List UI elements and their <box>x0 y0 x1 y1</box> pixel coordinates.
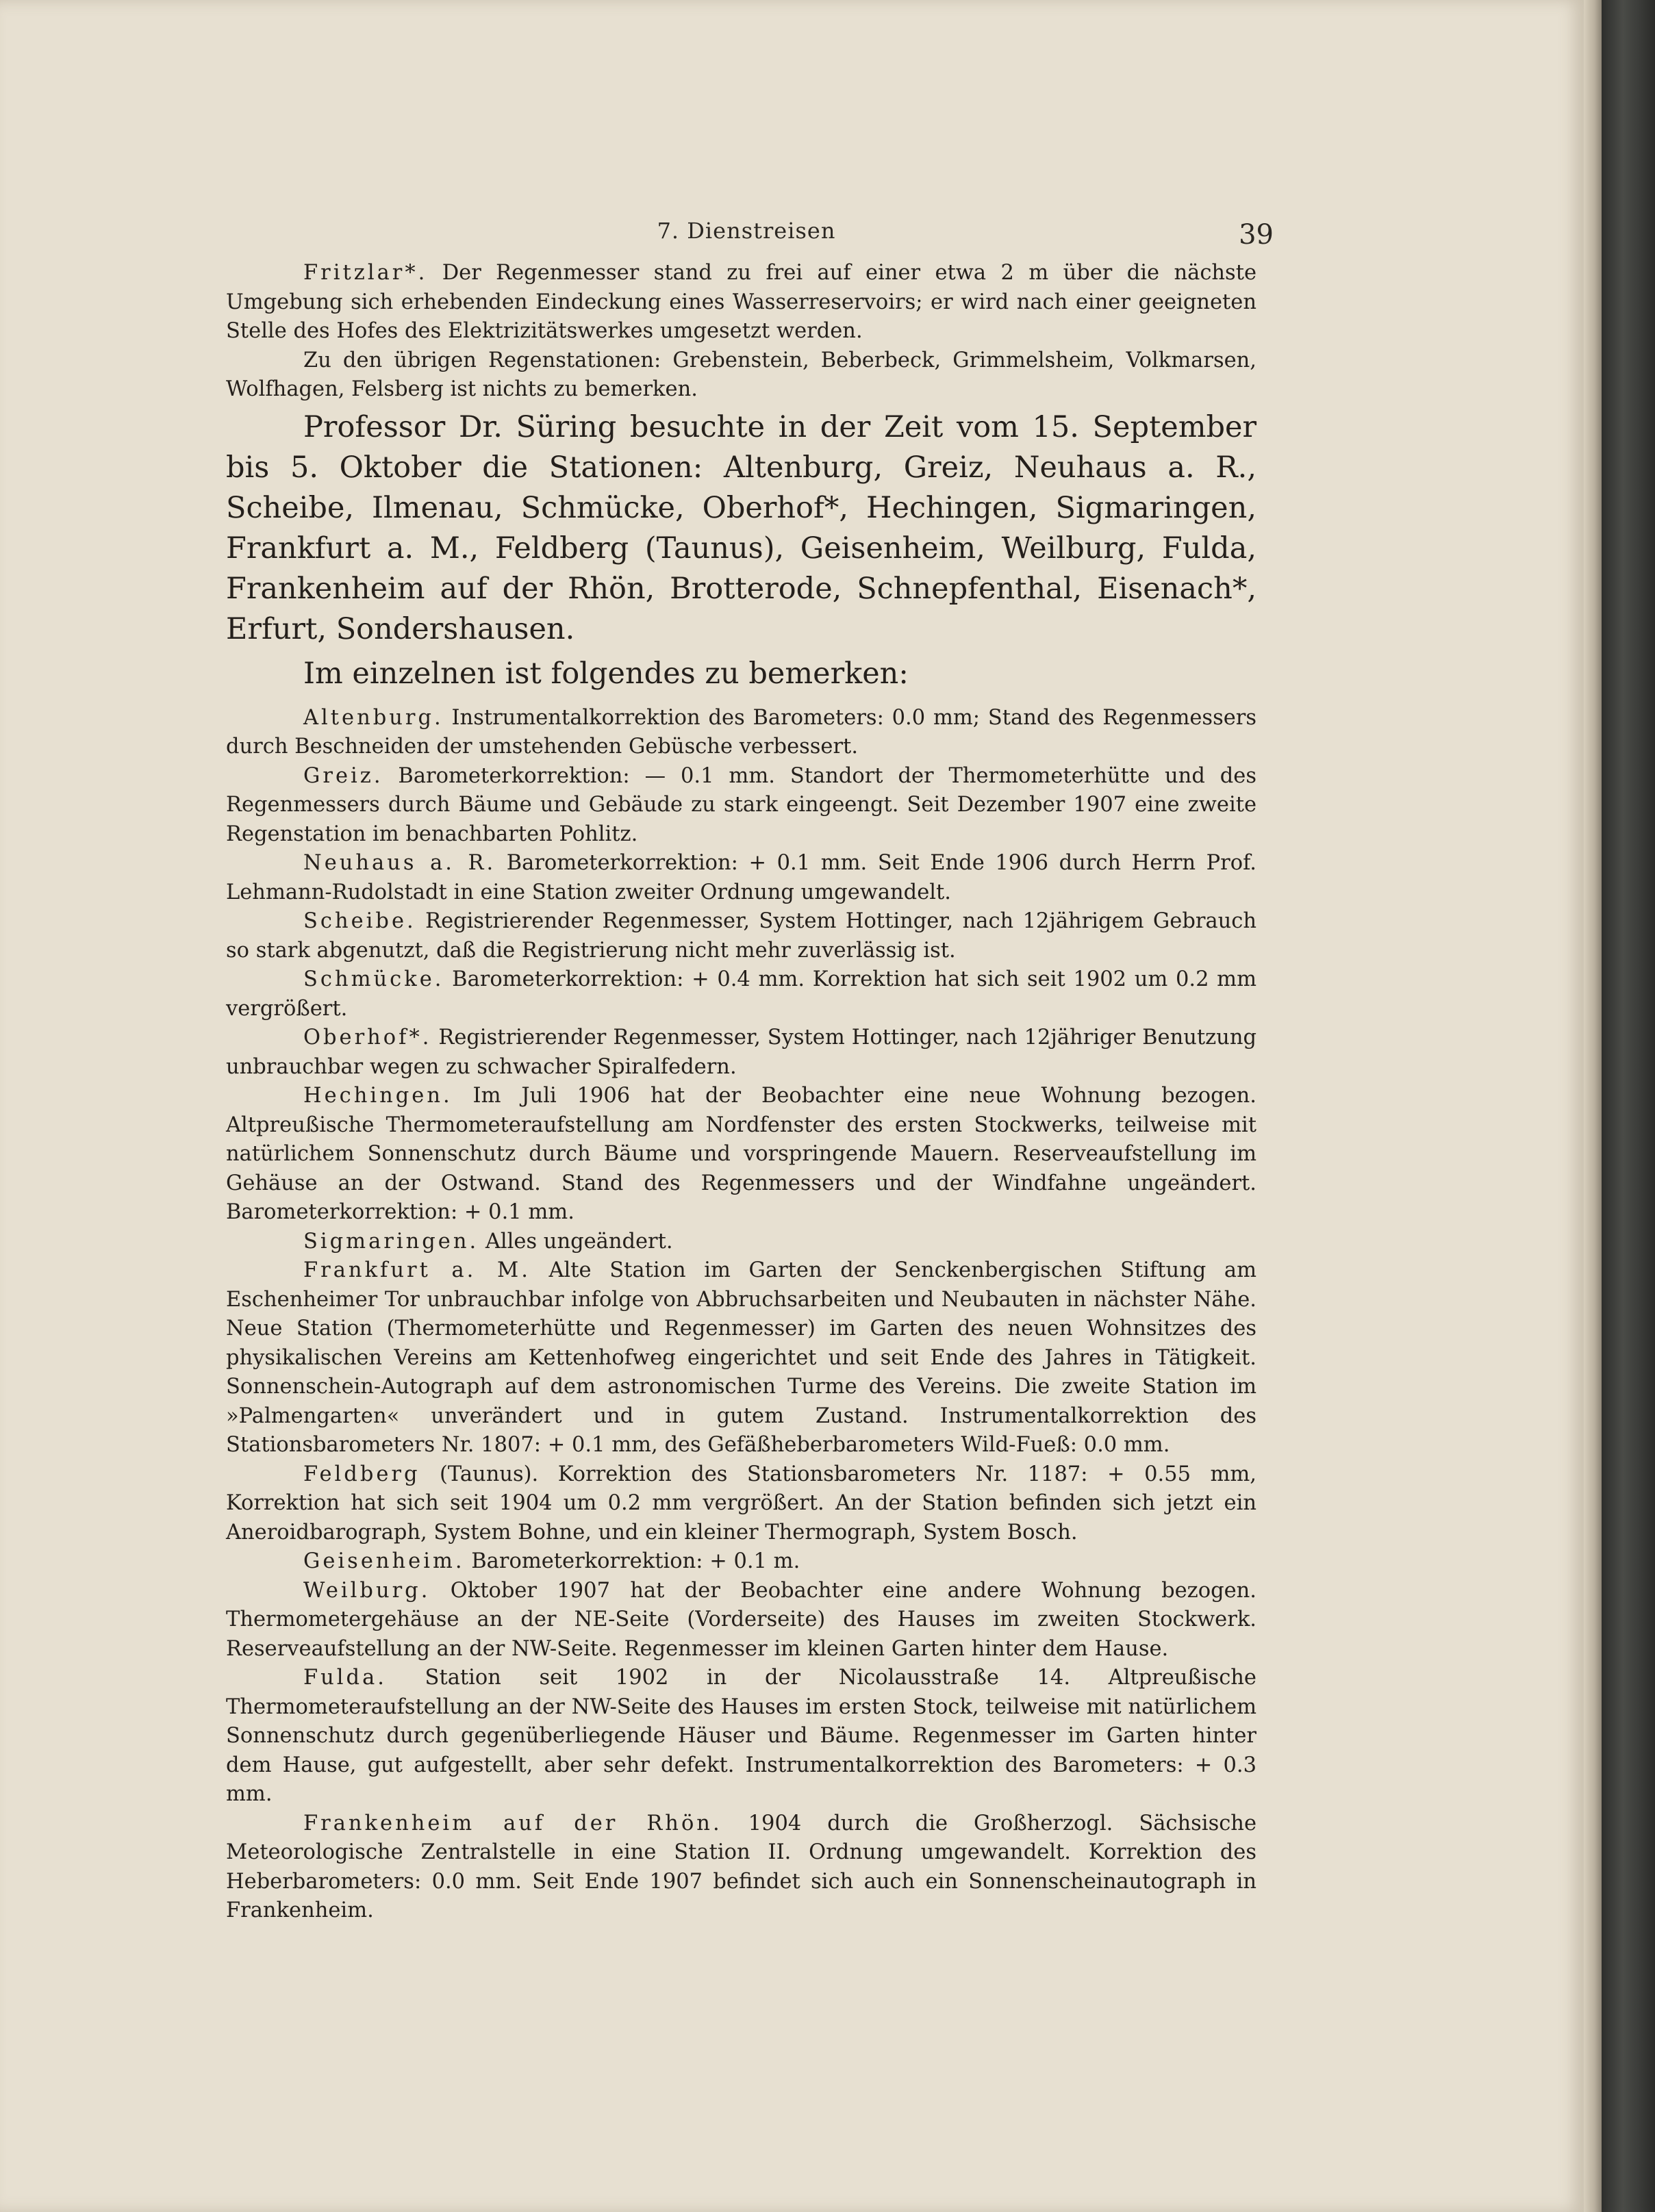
paragraph-frankenheim <box>226 1809 1256 1926</box>
station-name: Feldberg <box>303 1462 420 1486</box>
paragraph-feldberg <box>226 1460 1256 1548</box>
paragraph-hechingen <box>226 1082 1256 1228</box>
paragraph-fritzlar <box>226 259 1256 346</box>
paragraph-body: 1904 durch die Großherzogl. Sächsische Meteorologische Zentralstelle in eine Station II. Ordnung umgewandelt. Korrektion des Heberbarometers: 0.0 mm. Seit Ende 1907 befindet sich auch ein Sonnenscheinautograph in Frankenheim. <box>226 1811 1256 1922</box>
paragraph-frankfurt <box>226 1256 1256 1460</box>
paragraph-body: Professor Dr. Süring besuchte in der Zeit vom 15. September bis 5. Oktober die Stationen: Altenburg, Greiz, Neuhaus a. R., Scheibe, Ilmenau, Schmücke, Oberhof*, Hechingen, Sigmaringen, Frankfurt a. M., Feldberg (Taunus), Geisenheim, Weilburg, Fulda, Frankenheim auf der Rhön, Brotterode, Schnepfenthal, Eisenach*, Erfurt, Sondershausen. <box>226 409 1256 646</box>
paragraph-body: Der Regenmesser stand zu frei auf einer etwa 2 m über die nächste Umgebung sich erhebenden Eindeckung eines Wasserreservoirs; er wird nach einer geeigneten Stelle des Hofes des Elektrizitätswerkes umgesetzt werden. <box>226 261 1256 343</box>
paragraph-body: Barometerkorrektion: + 0.4 mm. Korrektion hat sich seit 1902 um 0.2 mm vergrößert. <box>226 967 1256 1021</box>
station-name: Weilburg. <box>303 1578 431 1603</box>
paragraph-sigmaringen <box>226 1228 1256 1257</box>
station-name: Geisenheim. <box>303 1549 465 1573</box>
paragraph-body: Barometerkorrektion: + 0.1 m. <box>464 1549 800 1573</box>
station-name: Altenburg. <box>303 705 444 730</box>
paragraph-fulda <box>226 1664 1256 1809</box>
station-name: Hechingen. <box>303 1084 453 1108</box>
paragraph-scheibe <box>226 907 1256 965</box>
station-name: Fulda. <box>303 1666 387 1690</box>
paragraph-greiz <box>226 762 1256 850</box>
paragraph-regenstationen <box>226 346 1256 405</box>
paragraph-body: (Taunus). Korrektion des Stationsbarometers Nr. 1187: + 0.55 mm, Korrektion hat sich seit 1904 um 0.2 mm vergrößert. An der Station befinden sich jetzt ein Aneroidbarograph, System Bohne, und ein kleiner Thermograph, System Bosch. <box>226 1462 1256 1544</box>
page-number: 39 <box>1239 219 1274 251</box>
paragraph-suering <box>226 407 1256 650</box>
station-name: Schmücke. <box>303 967 444 991</box>
station-name: Oberhof*. <box>303 1026 432 1050</box>
paragraph-body: Barometerkorrektion: + 0.1 mm. Seit Ende 1906 durch Herrn Prof. Lehmann-Rudolstadt in eine Station zweiter Ordnung umgewandelt. <box>226 851 1256 904</box>
station-name: Scheibe. <box>303 909 416 933</box>
paragraph-body: Oktober 1907 hat der Beobachter eine andere Wohnung bezogen. Thermometergehäuse an der NE-Seite (Vorderseite) des Hauses im zweiten Stockwerk. Reserveaufstellung an der NW-Seite. Regenmesser im kleinen Garten hinter dem Hause. <box>226 1578 1256 1661</box>
paragraph-body: Barometerkorrektion: — 0.1 mm. Standort der Thermometerhütte und des Regenmessers durch Bäume und Gebäude zu stark eingeengt. Seit Dezember 1907 eine zweite Regenstation im benachbarten Pohlitz. <box>226 763 1256 846</box>
book-binding <box>1602 0 1655 2212</box>
paragraph-body: Instrumentalkorrektion des Barometers: 0.0 mm; Stand des Regenmessers durch Beschneiden der umstehenden Gebüsche verbessert. <box>226 705 1256 759</box>
paragraph-body: Registrierender Regenmesser, System Hottinger, nach 12jährigem Gebrauch so stark abgenutzt, daß die Registrierung nicht mehr zuverlässig ist. <box>226 909 1256 963</box>
page-header <box>219 218 1274 252</box>
running-head: 7. Dienstreisen <box>657 218 836 244</box>
body-text <box>226 259 1256 1926</box>
station-name: Neuhaus a. R. <box>303 851 496 875</box>
paragraph-neuhaus <box>226 849 1256 907</box>
paragraph-body: Zu den übrigen Regenstationen: Grebenstein, Beberbeck, Grimmelsheim, Volkmarsen, Wolfhagen, Felsberg ist nichts zu bemerken. <box>226 348 1256 401</box>
page-edge <box>1584 0 1602 2212</box>
paragraph-altenburg <box>226 704 1256 762</box>
paragraph-im-einzelnen <box>226 654 1256 694</box>
station-name: Frankfurt a. M. <box>303 1258 531 1282</box>
station-name: Sigmaringen. <box>303 1229 479 1254</box>
paragraph-body: Registrierender Regenmesser, System Hottinger, nach 12jähriger Benutzung unbrauchbar wegen zu schwacher Spiralfedern. <box>226 1026 1256 1079</box>
paragraph-geisenheim <box>226 1547 1256 1577</box>
station-name: Frankenheim auf der Rhön. <box>303 1811 722 1835</box>
paragraph-weilburg <box>226 1577 1256 1664</box>
paragraph-body: Im einzelnen ist folgendes zu bemerken: <box>303 656 909 691</box>
station-name: Fritzlar*. <box>303 261 428 285</box>
paragraph-body: Station seit 1902 in der Nicolausstraße 14. Altpreußische Thermometeraufstellung an der NW-Seite des Hauses im ersten Stock, teilweise mit natürlichem Sonnenschutz durch gegenüberliegende Häuser und Bäume. Regenmesser im Garten hinter dem Hause, gut aufgestellt, aber sehr defekt. Instrumentalkorrektion des Barometers: + 0.3 mm. <box>226 1666 1256 1806</box>
paragraph-body: Im Juli 1906 hat der Beobachter eine neue Wohnung bezogen. Altpreußische Thermometeraufstellung am Nordfenster des ersten Stockwerks, teilweise mit natürlichem Sonnenschutz durch Bäume und vorspringende Mauern. Reserveaufstellung im Gehäuse an der Ostwand. Stand des Regenmessers und der Windfahne ungeändert. Barometerkorrektion: + 0.1 mm. <box>226 1084 1256 1224</box>
paragraph-schmuecke <box>226 965 1256 1024</box>
paragraph-oberhof <box>226 1024 1256 1082</box>
paragraph-body: Alte Station im Garten der Senckenbergischen Stiftung am Eschenheimer Tor unbrauchbar infolge von Abbruchsarbeiten und Neubauten in nächster Nähe. Neue Station (Thermometerhütte und Regenmesser) im Garten des neuen Wohnsitzes des physikalischen Vereins am Kettenhofweg eingerichtet und seit Ende des Jahres in Tätigkeit. Sonnenschein-Autograph auf dem astronomischen Turme des Vereins. Die zweite Station im »Palmengarten« unverändert und in gutem Zustand. Instrumentalkorrektion des Stationsbarometers Nr. 1807: + 0.1 mm, des Gefäßheberbarometers Wild-Fueß: 0.0 mm. <box>226 1258 1256 1457</box>
station-name: Greiz. <box>303 763 383 788</box>
paragraph-body: Alles ungeändert. <box>479 1229 673 1254</box>
